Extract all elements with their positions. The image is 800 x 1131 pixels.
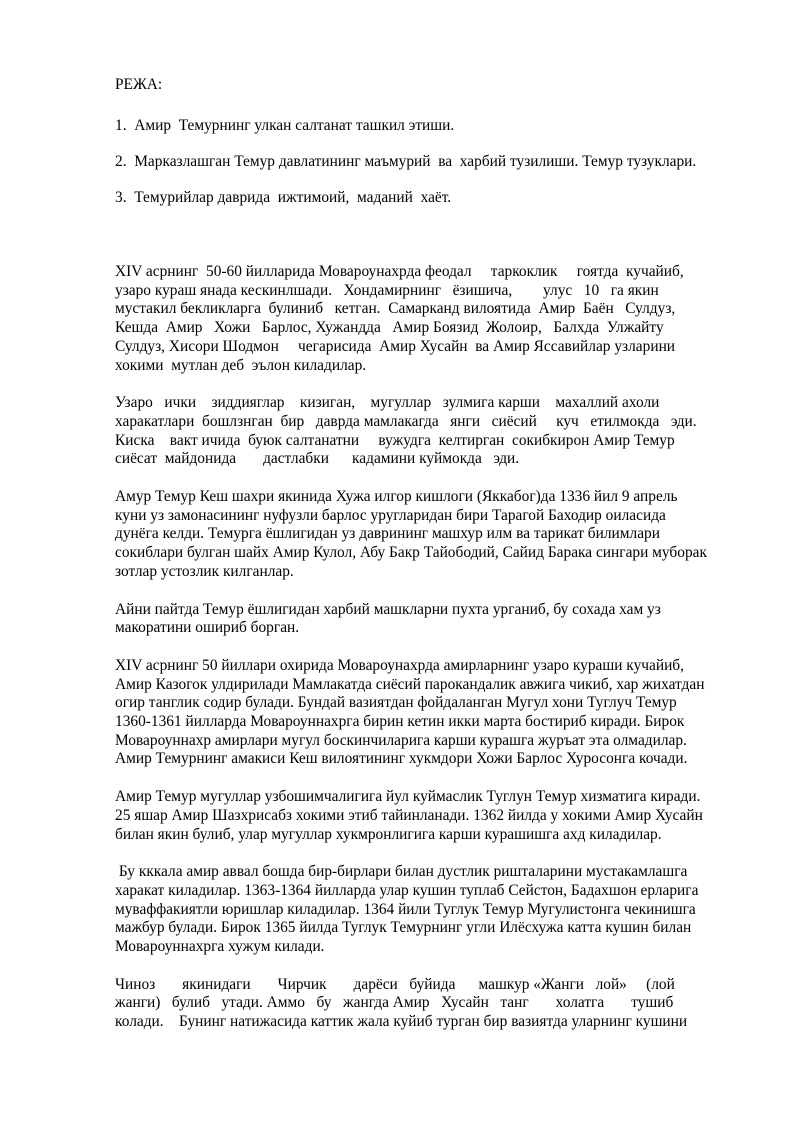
paragraph-line: сокиблари булган шайх Амир Кулол, Абу Бакр Тайободий, Сайид Барака сингари муборак — [115, 544, 707, 562]
paragraph-line: Узаро ички зиддияглар кизиган, мугуллар зулмига карши махаллий ахоли — [115, 394, 660, 412]
paragraph-line: мустакил бекликларга булиниб кетган. Самарканд вилоятида Амир Баён Сулдуз, — [115, 300, 676, 318]
paragraph-line: Айни пайтда Темур ёшлигидан харбий машкларни пухта урганиб, бу сохада хам уз — [115, 600, 661, 618]
paragraph-line: Киска вакт ичида буюк салтанатни вужудга келтирган сокибкирон Амир Темур — [115, 431, 675, 449]
paragraph-line: сиёсат майдонида дастлабки кадамини куймокда эди. — [115, 450, 520, 468]
plan-item: 3. Темурийлар даврида ижтимоий, маданий хаёт. — [115, 189, 452, 206]
paragraph-line: колади. Бунинг натижасида каттик жала куйиб турган бир вазиятда уларнинг кушини — [115, 1013, 688, 1031]
paragraph-line: билан якин булиб, улар мугуллар хукмронлигига карши курашишга ахд киладилар. — [115, 825, 662, 843]
paragraph-line: Бу кккала амир аввал бошда бир-бирлари билан дустлик ришталарини мустакамлашга — [115, 863, 688, 881]
paragraph-line: куни уз замонасининг нуфузли барлос уругларидан бири Тарагой Баходир оиласида — [115, 506, 666, 524]
plan-item: 1. Амир Темурнинг улкан салтанат ташкил этиши. — [115, 117, 455, 134]
paragraph-line: Мовароуннахр амирлари мугул боскинчиларига карши курашга журъат эта олмадилар. — [115, 731, 687, 749]
paragraph-line: жанги) булиб утади. Аммо бу жангда Амир Хусайн танг холатга тушиб — [115, 994, 674, 1012]
paragraph-line: дунёга келди. Темурга ёшлигидан уз даврининг машхур илм ва тарикат билимлари — [115, 525, 660, 543]
paragraph-line: Амир Темур мугуллар узбошимчалигига йул куймаслик Туглун Темур хизматига киради. — [115, 788, 701, 806]
paragraph-line: Чиноз якинидаги Чирчик дарёси буйида машкур «Жанги лой» (лой — [115, 975, 675, 993]
paragraph-line: огир танглик содир булади. Бундай вазиятдан фойдаланган Мугул хони Туглуч Темур — [115, 694, 677, 712]
paragraph-line: харакатлари бошлзнган бир даврда мамлакагда янги сиёсий куч етилмокда эди. — [115, 412, 697, 430]
paragraph-line: Амур Темур Кеш шахри якинида Хужа илгор кишлоги (Яккабог)да 1336 йил 9 апрель — [115, 488, 678, 505]
paragraph-line: Мовароуннахрга хужум килади. — [115, 938, 325, 955]
plan-item: 2. Марказлашган Темур давлатининг маъмурий ва харбий тузилиши. Темур тузуклари. — [115, 153, 697, 170]
paragraph-line: муваффакиятли юришлар киладилар. 1364 йили Туглук Темур Мугулистонга чекинишга — [115, 900, 696, 918]
paragraph-line: хокими мутлан деб эълон киладилар. — [115, 356, 367, 374]
plan-title: РЕЖА: — [115, 76, 163, 93]
paragraph-line: 25 яшар Амир Шазхрисабз хокими этиб тайинланади. 1362 йилда у хокими Амир Хусайн — [115, 806, 703, 824]
paragraph-line: 1360-1361 йилларда Мовароуннахрга бирин кетин икки марта бостириб киради. Бирок — [115, 713, 685, 730]
paragraph-line: зотлар устозлик килганлар. — [115, 562, 294, 580]
paragraph-line: Кешда Амир Хожи Барлос, Хужандда Амир Боязид Жолоир, Балхда Улжайту — [115, 319, 664, 337]
paragraph-line: XIV асрнинг 50-60 йилларида Мовароунахрда феодал таркоклик гоятда кучайиб, — [115, 263, 684, 280]
paragraph-line: XIV асрнинг 50 йиллари охирида Мовароунахрда амирларнинг узаро кураши кучайиб, — [115, 656, 684, 674]
paragraph-line: Амир Казогок улдирилади Мамлакатда сиёсий парокандалик авжига чикиб, хар жихатдан — [115, 675, 705, 693]
document-page — [115, 0, 745, 1131]
paragraph-line: макоратини ошириб борган. — [115, 619, 300, 637]
paragraph-line: харакат киладилар. 1363-1364 йилларда улар кушин туплаб Сейстон, Бадахшон ерларига — [115, 881, 699, 899]
paragraph-line: узаро кураш янада кескинлшади. Хондамирнинг ёзишича, улус 10 га якин — [115, 281, 659, 299]
paragraph-line: мажбур булади. Бирок 1365 йилда Туглук Темурнинг угли Илёсхужа катта кушин билан — [115, 919, 692, 937]
paragraph-line: Сулдуз, Хисори Шодмон чегарисида Амир Хусайн ва Амир Яссавийлар узларини — [115, 337, 676, 355]
paragraph-line: Амир Темурнинг амакиси Кеш вилоятининг хукмдори Хожи Барлос Хуросонга кочади. — [115, 750, 688, 768]
